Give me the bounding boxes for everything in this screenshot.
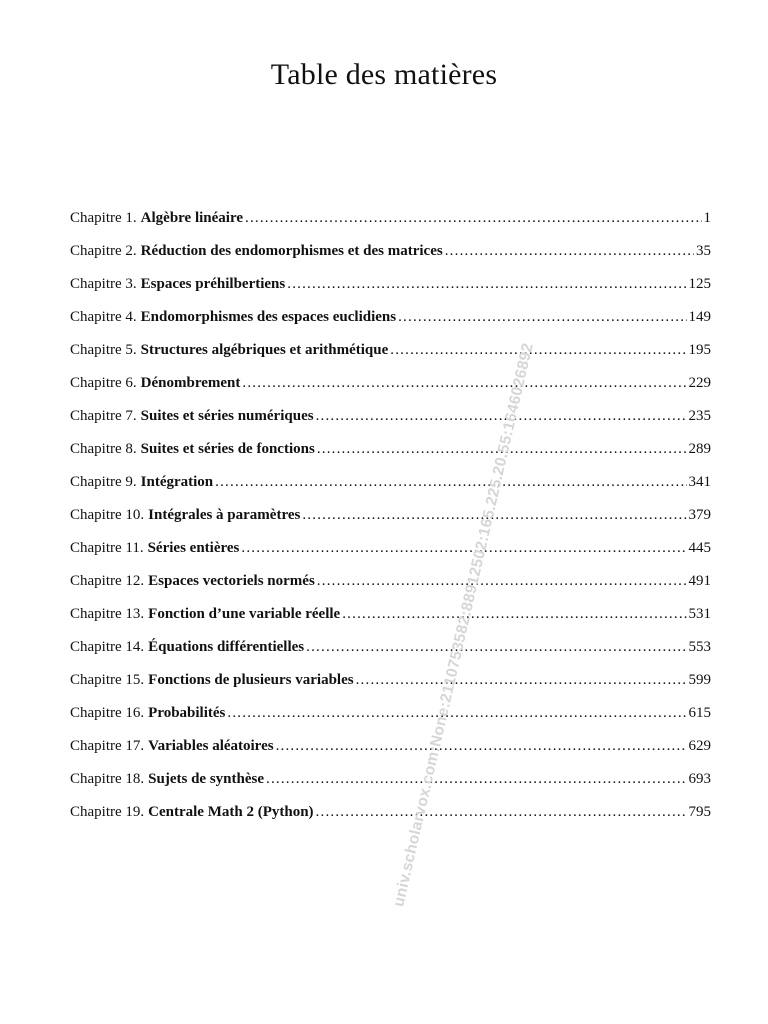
dot-leader (227, 705, 686, 722)
page-title: Table des matières (270, 58, 498, 91)
table-of-contents (70, 210, 711, 837)
chapter-number: Chapitre 4. (70, 309, 137, 325)
toc-entry-7[interactable] (70, 408, 711, 441)
toc-entry-1[interactable] (70, 210, 711, 243)
chapter-title: Dénombrement (140, 375, 241, 391)
chapter-number: Chapitre 18. (70, 771, 145, 787)
chapter-number: Chapitre 2. (70, 243, 137, 259)
dot-leader (445, 243, 694, 260)
dot-leader (306, 639, 686, 656)
chapter-number: Chapitre 6. (70, 375, 137, 391)
chapter-title: Séries entières (147, 540, 240, 556)
toc-entry-11[interactable] (70, 540, 711, 573)
page-number: 379 (688, 507, 711, 523)
chapter-title: Endomorphismes des espaces euclidiens (140, 309, 397, 325)
dot-leader (316, 804, 687, 821)
chapter-number: Chapitre 11. (70, 540, 144, 556)
chapter-title: Équations différentielles (148, 639, 305, 655)
chapter-title: Suites et séries numériques (140, 408, 314, 424)
toc-entry-6[interactable] (70, 375, 711, 408)
page-number: 229 (688, 375, 711, 391)
chapter-number: Chapitre 10. (70, 507, 145, 523)
dot-leader (317, 441, 687, 458)
chapter-number: Chapitre 13. (70, 606, 145, 622)
page-number: 693 (688, 771, 711, 787)
dot-leader (356, 672, 687, 689)
chapter-number: Chapitre 9. (70, 474, 137, 490)
dot-leader (390, 342, 686, 359)
page-number: 125 (688, 276, 711, 292)
toc-entry-19[interactable] (70, 804, 711, 837)
toc-entry-14[interactable] (70, 639, 711, 672)
page-number: 445 (688, 540, 711, 556)
chapter-title: Réduction des endomorphismes et des matrices (140, 243, 443, 259)
dot-leader (317, 573, 687, 590)
page-number: 195 (688, 342, 711, 358)
dot-leader (398, 309, 686, 326)
toc-entry-13[interactable] (70, 606, 711, 639)
page-number: 289 (688, 441, 711, 457)
chapter-title: Probabilités (148, 705, 226, 721)
chapter-title: Espaces vectoriels normés (148, 573, 315, 589)
page-number: 531 (688, 606, 711, 622)
chapter-number: Chapitre 19. (70, 804, 145, 820)
toc-entry-3[interactable] (70, 276, 711, 309)
toc-entry-18[interactable] (70, 771, 711, 804)
dot-leader (241, 540, 686, 557)
dot-leader (287, 276, 686, 293)
toc-entry-9[interactable] (70, 474, 711, 507)
chapter-title: Espaces préhilbertiens (140, 276, 286, 292)
chapter-number: Chapitre 1. (70, 210, 137, 226)
chapter-number: Chapitre 5. (70, 342, 137, 358)
dot-leader (316, 408, 687, 425)
dot-leader (276, 738, 687, 755)
chapter-number: Chapitre 7. (70, 408, 137, 424)
page-number: 795 (688, 804, 711, 820)
chapter-number: Chapitre 15. (70, 672, 145, 688)
toc-entry-8[interactable] (70, 441, 711, 474)
dot-leader (245, 210, 702, 227)
toc-entry-15[interactable] (70, 672, 711, 705)
chapter-title: Intégrales à paramètres (148, 507, 301, 523)
page-number: 491 (688, 573, 711, 589)
dot-leader (302, 507, 686, 524)
chapter-title: Fonctions de plusieurs variables (148, 672, 354, 688)
chapter-number: Chapitre 17. (70, 738, 145, 754)
page-number: 615 (688, 705, 711, 721)
page-number: 1 (703, 210, 711, 226)
page-number: 149 (688, 309, 711, 325)
chapter-number: Chapitre 8. (70, 441, 137, 457)
dot-leader (342, 606, 686, 623)
chapter-number: Chapitre 16. (70, 705, 145, 721)
chapter-title: Algèbre linéaire (140, 210, 243, 226)
chapter-title: Structures algébriques et arithmétique (140, 342, 389, 358)
dot-leader (215, 474, 686, 491)
page-number: 341 (688, 474, 711, 490)
chapter-title: Variables aléatoires (148, 738, 274, 754)
chapter-number: Chapitre 14. (70, 639, 145, 655)
chapter-title: Suites et séries de fonctions (140, 441, 315, 457)
chapter-title: Fonction d’une variable réelle (148, 606, 341, 622)
toc-entry-5[interactable] (70, 342, 711, 375)
chapter-title: Intégration (140, 474, 214, 490)
toc-entry-4[interactable] (70, 309, 711, 342)
chapter-number: Chapitre 12. (70, 573, 145, 589)
page-number: 553 (688, 639, 711, 655)
toc-entry-16[interactable] (70, 705, 711, 738)
toc-entry-17[interactable] (70, 738, 711, 771)
dot-leader (266, 771, 687, 788)
toc-entry-2[interactable] (70, 243, 711, 276)
chapter-title: Sujets de synthèse (148, 771, 264, 787)
chapter-title: Centrale Math 2 (Python) (148, 804, 314, 820)
chapter-number: Chapitre 3. (70, 276, 137, 292)
dot-leader (242, 375, 686, 392)
page-number: 235 (688, 408, 711, 424)
page-number: 599 (688, 672, 711, 688)
watermark: univ.scholarvox.com:None:2110753582:88912502:165.225.20.55:1646026892 (390, 341, 537, 909)
toc-entry-12[interactable] (70, 573, 711, 606)
page-number: 35 (696, 243, 711, 259)
toc-entry-10[interactable] (70, 507, 711, 540)
page-number: 629 (688, 738, 711, 754)
